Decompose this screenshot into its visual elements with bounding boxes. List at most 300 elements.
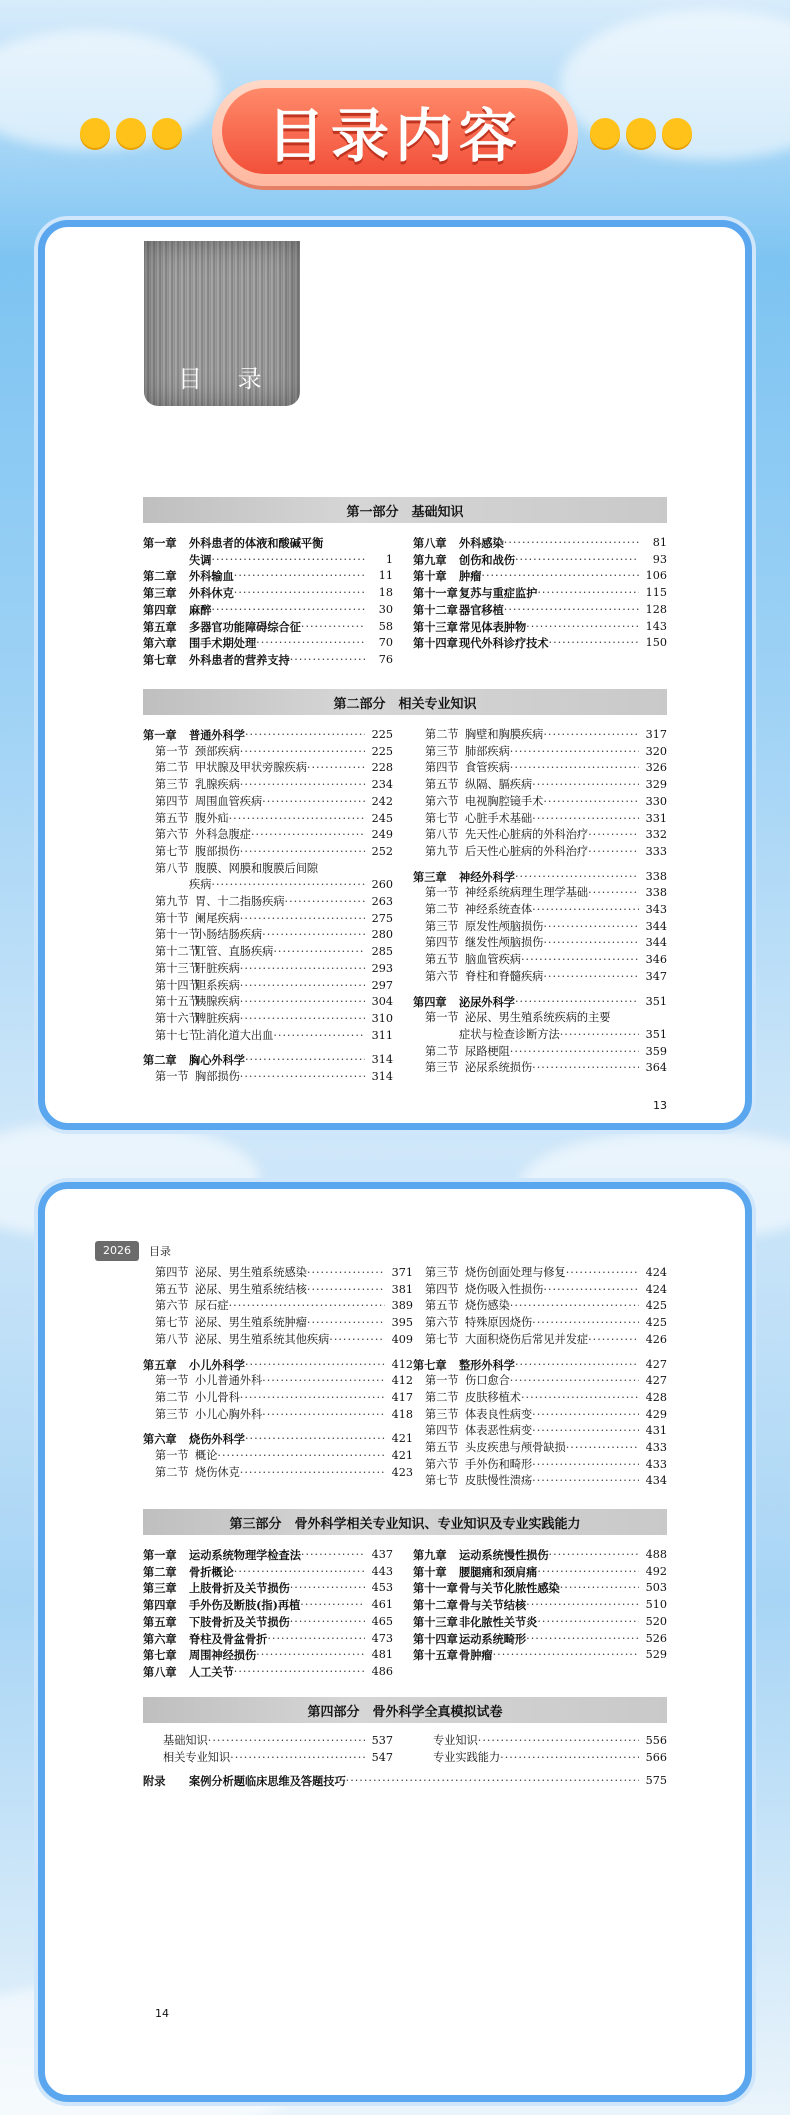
leader-dots — [240, 1465, 385, 1482]
toc-entry[interactable] — [143, 760, 393, 777]
entry-number: 第四节 — [425, 1282, 459, 1296]
entry-title: 烧伤感染 — [465, 1299, 510, 1313]
entry-number: 第一章 — [143, 1548, 177, 1562]
entry-title: 外科患者的体液和酸碱平衡 — [189, 536, 324, 550]
toc-entry[interactable] — [413, 568, 667, 585]
leader-dots — [537, 585, 639, 602]
spacer — [413, 861, 667, 869]
toc-entry[interactable] — [413, 760, 667, 777]
decor-dot — [662, 118, 692, 148]
entry-number: 第六节 — [425, 794, 459, 808]
entry-page: 115 — [645, 586, 667, 600]
toc-entry[interactable] — [413, 869, 667, 886]
entry-number: 第一节 — [155, 1070, 189, 1084]
entry-page: 428 — [645, 1390, 667, 1404]
entry-page: 381 — [391, 1282, 413, 1296]
entry-number: 第七章 — [143, 1648, 177, 1663]
part2-right-list — [413, 727, 667, 1077]
toc-entry[interactable] — [143, 794, 393, 811]
entry-page: 412 — [391, 1374, 413, 1388]
toc-entry[interactable] — [143, 1431, 413, 1448]
leader-dots — [588, 885, 639, 902]
toc-entry[interactable] — [143, 844, 393, 861]
leader-dots — [234, 1564, 365, 1581]
leader-dots — [504, 602, 639, 619]
entry-title: 腰腿痛和颈肩痛 — [459, 1564, 538, 1579]
leader-dots — [307, 1282, 385, 1299]
toc-entry[interactable] — [433, 1750, 667, 1767]
toc-entry[interactable] — [413, 1044, 667, 1061]
toc-entry[interactable] — [143, 1282, 413, 1299]
leader-dots — [566, 1440, 639, 1457]
entry-number: 第二节 — [155, 1390, 189, 1404]
leader-dots — [240, 1011, 365, 1028]
toc-entry[interactable] — [413, 1407, 667, 1424]
decor-dot — [80, 118, 110, 148]
entry-number: 第七章 — [143, 652, 177, 667]
entry-title: 专业知识 — [433, 1734, 478, 1747]
entry-number: 第十六节 — [155, 1011, 200, 1025]
leader-dots — [566, 1265, 639, 1282]
toc-entry[interactable] — [143, 619, 393, 636]
entry-page: 481 — [371, 1648, 393, 1662]
entry-page: 1 — [385, 552, 393, 566]
entry-page: 556 — [645, 1734, 667, 1747]
entry-page: 314 — [371, 1053, 393, 1067]
toc-entry[interactable] — [413, 844, 667, 861]
entry-page: 338 — [645, 869, 667, 883]
entry-number: 第五章 — [143, 1614, 177, 1629]
appendix-row — [143, 1773, 667, 1790]
toc-entry[interactable] — [413, 1631, 667, 1648]
toc-entry[interactable] — [143, 1597, 393, 1614]
entry-number: 第二节 — [425, 903, 459, 917]
toc-entry[interactable] — [413, 1647, 667, 1664]
entry-title: 肛管、直肠疾病 — [195, 945, 274, 959]
entry-title: 胃、十二指肠疾病 — [195, 895, 285, 909]
entry-number: 第七节 — [155, 1316, 189, 1330]
toc-entry[interactable] — [413, 585, 667, 602]
leader-dots — [521, 1390, 639, 1407]
entry-number: 第五章 — [143, 1357, 177, 1372]
entry-title: 专业实践能力 — [433, 1750, 501, 1764]
entry-number: 第七章 — [413, 1357, 447, 1372]
entry-number: 第十一章 — [413, 586, 458, 601]
leader-dots — [217, 1448, 385, 1465]
toc-entry[interactable] — [413, 777, 667, 794]
toc-entry[interactable] — [143, 1407, 413, 1424]
entry-page: 433 — [645, 1457, 667, 1471]
entry-page: 285 — [371, 945, 393, 959]
entry-number: 第十四节 — [155, 978, 200, 992]
entry-title: 基础知识 — [163, 1734, 208, 1747]
entry-number: 第六节 — [425, 1316, 459, 1330]
toc-entry[interactable] — [413, 1597, 667, 1614]
toc-entry[interactable] — [143, 1647, 393, 1664]
entry-page: 437 — [371, 1548, 393, 1561]
toc-entry[interactable] — [413, 994, 667, 1011]
leader-dots — [240, 1390, 385, 1407]
spacer — [413, 986, 667, 994]
entry-number: 第一章 — [143, 728, 177, 742]
entry-number: 第七节 — [425, 1474, 459, 1488]
entry-number: 第三章 — [143, 1581, 177, 1596]
entry-number: 第六节 — [155, 828, 189, 842]
toc-entry[interactable] — [413, 552, 667, 569]
toc-entry[interactable] — [413, 827, 667, 844]
entry-title: 胸壁和胸膜疾病 — [465, 728, 544, 741]
toc-entry[interactable] — [163, 1750, 393, 1767]
spacer — [143, 1044, 393, 1052]
toc-entry[interactable] — [413, 727, 667, 744]
entry-page: 423 — [391, 1465, 413, 1479]
toc-entry[interactable] — [143, 1373, 413, 1390]
toc-entry[interactable] — [413, 1332, 667, 1349]
entry-title: 小儿外科学 — [189, 1357, 245, 1372]
appendix-entry[interactable] — [143, 1773, 667, 1790]
part4-title: 第四部分 骨外科学全真模拟试卷 — [143, 1697, 667, 1723]
toc-entry[interactable] — [413, 885, 667, 902]
entry-page: 371 — [391, 1266, 413, 1279]
entry-number: 第十三章 — [413, 1614, 458, 1629]
leader-dots — [329, 1332, 385, 1349]
leader-dots — [532, 1407, 639, 1424]
leader-dots — [515, 552, 639, 569]
entry-page: 242 — [371, 794, 393, 808]
leader-dots — [234, 568, 365, 585]
appendix-label: 附录 — [143, 1774, 166, 1788]
entry-title: 烧伤创面处理与修复 — [465, 1266, 566, 1279]
entry-title: 原发性颅脑损伤 — [465, 919, 544, 933]
entry-title: 尿石症 — [195, 1299, 229, 1313]
toc-entry[interactable] — [143, 652, 393, 669]
entry-page: 520 — [645, 1614, 667, 1628]
entry-title: 周围神经损伤 — [189, 1648, 257, 1663]
entry-number: 第三章 — [413, 869, 447, 884]
entry-title: 泌尿、男生殖系统结核 — [195, 1282, 307, 1296]
part3-left-list — [143, 1547, 393, 1681]
leader-dots — [549, 1547, 639, 1564]
toc-entry[interactable] — [413, 902, 667, 919]
entry-number: 第二章 — [143, 1053, 177, 1068]
toc-entry[interactable] — [143, 552, 393, 569]
leader-dots — [560, 1027, 639, 1044]
toc-entry[interactable] — [413, 1564, 667, 1581]
entry-page: 424 — [645, 1266, 667, 1279]
entry-number: 第十节 — [155, 911, 189, 925]
leader-dots — [549, 635, 639, 652]
toc-entry[interactable] — [163, 1733, 393, 1750]
entry-page: 275 — [371, 911, 393, 925]
page-number: 14 — [155, 2007, 169, 2020]
toc-entry[interactable] — [143, 602, 393, 619]
leader-dots — [510, 760, 639, 777]
entry-title: 外科患者的营养支持 — [189, 652, 290, 667]
entry-page: 333 — [645, 844, 667, 858]
part1-title: 第一部分 基础知识 — [143, 497, 667, 523]
toc-entry[interactable] — [413, 1282, 667, 1299]
toc-entry[interactable] — [143, 635, 393, 652]
entry-title: 头皮疾患与颅骨缺损 — [465, 1441, 566, 1455]
entry-page: 427 — [645, 1374, 667, 1388]
toc-entry[interactable] — [143, 1069, 393, 1086]
entry-number: 第一节 — [155, 1374, 189, 1388]
entry-number: 第一节 — [425, 886, 459, 900]
entry-page: 128 — [645, 602, 667, 616]
toc-entry[interactable] — [413, 1473, 667, 1490]
toc-entry[interactable] — [143, 861, 393, 878]
entry-page: 234 — [371, 778, 393, 792]
entry-page: 93 — [652, 552, 667, 566]
toc-entry[interactable] — [413, 1390, 667, 1407]
toc-entry[interactable] — [143, 961, 393, 978]
toc-entry[interactable] — [413, 969, 667, 986]
toc-entry[interactable] — [143, 777, 393, 794]
toc-entry[interactable] — [413, 952, 667, 969]
toc-entry[interactable] — [143, 827, 393, 844]
entry-page: 434 — [645, 1474, 667, 1488]
toc-entry[interactable] — [143, 744, 393, 761]
toc-entry[interactable] — [413, 1060, 667, 1077]
leader-dots — [301, 1547, 365, 1564]
entry-page: 427 — [645, 1357, 667, 1371]
toc-entry[interactable] — [143, 568, 393, 585]
entry-title: 特殊原因烧伤 — [465, 1316, 533, 1330]
toc-entry[interactable] — [143, 811, 393, 828]
toc-entry[interactable] — [413, 935, 667, 952]
toc-entry[interactable] — [413, 1423, 667, 1440]
toc-entry[interactable] — [143, 1390, 413, 1407]
appendix-title: 案例分析题临床思维及答题技巧 — [189, 1774, 346, 1788]
entry-number: 第八节 — [155, 861, 189, 875]
toc-entry[interactable] — [413, 1547, 667, 1564]
entry-page: 486 — [371, 1664, 393, 1678]
entry-page: 263 — [371, 895, 393, 909]
toc-entry[interactable] — [413, 1580, 667, 1597]
entry-number: 第一节 — [425, 1011, 459, 1025]
entry-title: 胸部损伤 — [195, 1070, 240, 1084]
entry-number: 第三节 — [155, 778, 189, 792]
toc-entry[interactable] — [143, 727, 393, 744]
toc-entry[interactable] — [143, 1298, 413, 1315]
entry-page: 304 — [371, 995, 393, 1009]
entry-title: 大面积烧伤后常见并发症 — [465, 1332, 589, 1346]
entry-title: 周围血管疾病 — [195, 794, 263, 808]
entry-page: 425 — [645, 1316, 667, 1330]
toc-entry[interactable] — [413, 619, 667, 636]
entry-title: 肝脏疾病 — [195, 961, 240, 975]
entry-page: 317 — [645, 728, 667, 741]
toc-entry[interactable] — [143, 894, 393, 911]
year-tag: 2026 — [95, 1241, 139, 1261]
toc-entry[interactable] — [143, 978, 393, 995]
toc-entry[interactable] — [143, 1631, 393, 1648]
leader-dots — [208, 1733, 365, 1750]
entry-title: 创伤和战伤 — [459, 552, 515, 567]
leader-dots — [532, 811, 639, 828]
entry-title: 非化脓性关节炎 — [459, 1614, 538, 1629]
toc-entry[interactable] — [143, 1332, 413, 1349]
toc-entry[interactable] — [413, 1614, 667, 1631]
toc-entry[interactable] — [413, 811, 667, 828]
entry-page: 461 — [371, 1598, 393, 1612]
entry-number: 第一节 — [155, 744, 189, 758]
entry-title: 烧伤休克 — [195, 1465, 240, 1479]
entry-number: 第二节 — [425, 1044, 459, 1058]
leader-dots — [560, 1580, 639, 1597]
entry-title: 普通外科学 — [189, 728, 245, 742]
entry-title: 后天性心脏病的外科治疗 — [465, 844, 589, 858]
entry-page: 364 — [645, 1061, 667, 1075]
leader-dots — [532, 1457, 639, 1474]
leader-dots — [301, 619, 365, 636]
leader-dots — [285, 894, 365, 911]
toc-entry[interactable] — [433, 1733, 667, 1750]
toc-entry[interactable] — [143, 927, 393, 944]
entry-title: 外科急腹症 — [195, 828, 251, 842]
leader-dots — [346, 1773, 639, 1790]
entry-number: 第八节 — [155, 1332, 189, 1346]
leader-dots — [493, 1647, 639, 1664]
photo-title: 目 录 — [178, 365, 276, 393]
toc-entry[interactable] — [413, 1357, 667, 1374]
leader-dots — [510, 1044, 639, 1061]
entry-number: 第五节 — [425, 1299, 459, 1313]
cont-left-list — [143, 1265, 413, 1481]
toc-entry[interactable] — [143, 1028, 393, 1045]
toc-entry[interactable] — [143, 1547, 393, 1564]
toc-entry[interactable] — [413, 1373, 667, 1390]
entry-title: 泌尿、男生殖系统肿瘤 — [195, 1316, 307, 1330]
toc-entry[interactable] — [413, 1010, 667, 1027]
entry-title: 外科休克 — [189, 586, 234, 601]
toc-entry[interactable] — [413, 919, 667, 936]
entry-number: 第十三章 — [413, 619, 458, 634]
entry-title: 失调 — [189, 552, 212, 567]
toc-entry[interactable] — [143, 585, 393, 602]
part4-right-list — [433, 1733, 667, 1766]
entry-page: 492 — [645, 1564, 667, 1578]
header-title: 目录内容 — [266, 102, 523, 170]
entry-page: 245 — [371, 811, 393, 825]
toc-entry[interactable] — [413, 602, 667, 619]
toc-entry[interactable] — [143, 1564, 393, 1581]
entry-title: 胆系疾病 — [195, 978, 240, 992]
toc-entry[interactable] — [143, 1448, 413, 1465]
toc-entry[interactable] — [143, 1614, 393, 1631]
toc-entry[interactable] — [413, 1027, 667, 1044]
toc-entry[interactable] — [413, 635, 667, 652]
toc-entry[interactable] — [413, 1298, 667, 1315]
toc-entry[interactable] — [143, 1011, 393, 1028]
toc-entry[interactable] — [143, 1357, 413, 1374]
entry-title: 颈部疾病 — [195, 744, 240, 758]
toc-entry[interactable] — [143, 1664, 393, 1681]
leader-dots — [245, 1431, 385, 1448]
entry-page: 510 — [645, 1598, 667, 1612]
entry-title: 多器官功能障碍综合征 — [189, 619, 301, 634]
toc-entry[interactable] — [143, 911, 393, 928]
leader-dots — [515, 1357, 639, 1374]
entry-page: 473 — [371, 1631, 393, 1645]
leader-dots — [234, 585, 365, 602]
leader-dots — [478, 1733, 639, 1750]
entry-page: 409 — [391, 1332, 413, 1346]
leader-dots — [532, 1315, 639, 1332]
leader-dots — [510, 1298, 639, 1315]
leader-dots — [267, 1631, 365, 1648]
toc-entry[interactable] — [143, 994, 393, 1011]
leader-dots — [256, 1647, 365, 1664]
entry-number: 第三节 — [425, 1061, 459, 1075]
entry-title: 烧伤外科学 — [189, 1432, 245, 1447]
entry-number: 第八章 — [143, 1664, 177, 1679]
entry-page: 429 — [645, 1407, 667, 1421]
toc-entry[interactable] — [413, 1315, 667, 1332]
entry-page: 425 — [645, 1299, 667, 1313]
entry-title: 复苏与重症监护 — [459, 586, 538, 601]
toc-entry[interactable] — [143, 1465, 413, 1482]
leader-dots — [521, 952, 639, 969]
leader-dots — [532, 902, 639, 919]
leader-dots — [481, 568, 639, 585]
entry-page: 465 — [371, 1614, 393, 1628]
leader-dots — [307, 1315, 385, 1332]
toc-entry[interactable] — [143, 1315, 413, 1332]
entry-page: 329 — [645, 778, 667, 792]
toc-entry[interactable] — [143, 1580, 393, 1597]
entry-page: 424 — [645, 1282, 667, 1296]
entry-number: 第八章 — [413, 536, 447, 550]
entry-title: 概论 — [195, 1449, 218, 1463]
entry-page: 412 — [391, 1357, 413, 1371]
entry-title: 乳腺疾病 — [195, 778, 240, 792]
entry-page: 344 — [645, 919, 667, 933]
entry-title: 神经外科学 — [459, 869, 515, 884]
entry-number: 第四章 — [143, 1598, 177, 1613]
entry-page: 547 — [371, 1750, 393, 1764]
entry-title: 人工关节 — [189, 1664, 234, 1679]
spacer — [413, 1349, 667, 1357]
entry-title: 食管疾病 — [465, 761, 510, 775]
toc-entry[interactable] — [413, 1265, 667, 1282]
entry-page: 58 — [378, 619, 393, 633]
entry-title: 电视胸腔镜手术 — [465, 794, 544, 808]
leader-dots — [543, 1282, 639, 1299]
entry-number: 第二节 — [155, 1465, 189, 1479]
toc-entry[interactable] — [143, 1052, 393, 1069]
toc-entry[interactable] — [413, 1457, 667, 1474]
leader-dots — [240, 978, 365, 995]
entry-number: 第十四章 — [413, 1631, 458, 1646]
toc-entry[interactable] — [143, 1265, 413, 1282]
leader-dots — [543, 919, 639, 936]
toc-entry[interactable] — [143, 877, 393, 894]
toc-entry[interactable] — [413, 794, 667, 811]
leader-dots — [543, 935, 639, 952]
toc-entry[interactable] — [143, 535, 393, 552]
decor-dot — [626, 118, 656, 148]
entry-title: 手外伤和畸形 — [465, 1457, 533, 1471]
leader-dots — [240, 994, 365, 1011]
leader-dots — [300, 1597, 365, 1614]
toc-entry[interactable] — [413, 1440, 667, 1457]
toc-entry[interactable] — [413, 535, 667, 552]
entry-number: 第七节 — [155, 844, 189, 858]
toc-entry[interactable] — [413, 744, 667, 761]
entry-number: 第二节 — [425, 728, 459, 741]
toc-entry[interactable] — [143, 944, 393, 961]
